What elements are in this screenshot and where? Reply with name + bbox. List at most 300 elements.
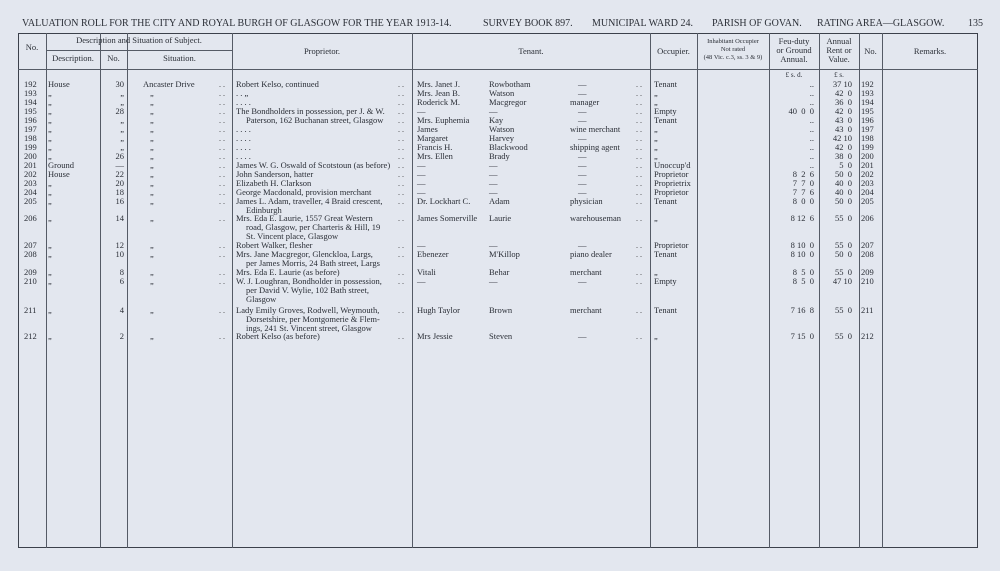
row-number-right: 207	[861, 240, 874, 250]
row-annual-rent: 42 0	[835, 142, 852, 152]
row-tenant-occupation: —	[578, 276, 587, 286]
row-annual-rent: 42 0	[835, 106, 852, 116]
row-occupier: Proprietor	[654, 187, 689, 197]
row-proprietor-line: Mrs. Eda E. Laurie, 1557 Great Western	[236, 213, 373, 223]
row-house-number: 4	[119, 305, 124, 315]
row-occupier: „	[654, 142, 658, 152]
leader-dots: . .	[219, 277, 225, 286]
row-tenant-forename: —	[417, 169, 426, 179]
row-annual-rent: 42 0	[835, 88, 852, 98]
row-number: 204	[24, 187, 37, 197]
row-feu-duty: ..	[809, 115, 814, 125]
col-header-annual-rent: Annual Rent or Value.	[826, 36, 852, 64]
row-description: „	[48, 178, 52, 188]
row-tenant-forename: James Somerville	[417, 213, 478, 223]
row-number: 212	[24, 331, 37, 341]
row-proprietor-line: Dorsetshire, per Montgomerie & Flem-	[246, 314, 380, 324]
row-feu-duty: 8 10 0	[790, 240, 814, 250]
row-tenant-forename: Mrs. Jean B.	[417, 88, 460, 98]
leader-dots: . .	[398, 134, 404, 143]
row-occupier: Tenant	[654, 196, 678, 206]
row-proprietor-line: Mrs. Jane Macgregor, Glenckloa, Largs,	[236, 249, 373, 259]
leader-dots: . .	[636, 214, 642, 223]
col-header-description: Description.	[52, 53, 94, 63]
row-tenant-surname: Blackwood	[489, 142, 528, 152]
row-occupier: Tenant	[654, 79, 678, 89]
row-tenant-forename: Vitali	[417, 267, 436, 277]
leader-dots: . .	[636, 197, 642, 206]
row-feu-duty: 8 5 0	[792, 267, 814, 277]
rating-area: RATING AREA—GLASGOW.	[817, 18, 945, 29]
row-feu-duty: ..	[809, 97, 814, 107]
row-tenant-occupation: —	[578, 169, 587, 179]
row-annual-rent: 40 0	[835, 178, 852, 188]
leader-dots: . .	[636, 125, 642, 134]
row-description: „	[48, 267, 52, 277]
survey-book: SURVEY BOOK 897.	[483, 18, 573, 29]
row-tenant-surname: —	[489, 160, 498, 170]
row-annual-rent: 55 0	[835, 240, 852, 250]
row-tenant-occupation: —	[578, 178, 587, 188]
row-tenant-surname: Rowbotham	[489, 79, 531, 89]
row-house-number: 18	[115, 187, 124, 197]
row-situation: „	[150, 169, 154, 179]
feu-units: £ s. d.	[785, 71, 803, 79]
row-occupier: Tenant	[654, 305, 678, 315]
row-annual-rent: 40 0	[835, 187, 852, 197]
row-tenant-forename: Dr. Lockhart C.	[417, 196, 471, 206]
row-feu-duty: ..	[809, 151, 814, 161]
row-tenant-surname: Macgregor	[489, 97, 527, 107]
leader-dots: . .	[398, 107, 404, 116]
row-tenant-occupation: —	[578, 88, 587, 98]
leader-dots: . .	[636, 170, 642, 179]
row-tenant-occupation: piano dealer	[570, 249, 612, 259]
row-feu-duty: ..	[809, 160, 814, 170]
row-house-number: 26	[115, 151, 124, 161]
row-situation: „	[150, 160, 154, 170]
leader-dots: . .	[636, 107, 642, 116]
row-occupier: Tenant	[654, 115, 678, 125]
row-feu-duty: ..	[809, 142, 814, 152]
row-number-right: 204	[861, 187, 874, 197]
leader-dots: . .	[636, 98, 642, 107]
row-number-right: 205	[861, 196, 874, 206]
row-number: 208	[24, 249, 37, 259]
row-tenant-surname: Behar	[489, 267, 510, 277]
row-number: 206	[24, 213, 37, 223]
row-number: 200	[24, 151, 37, 161]
row-tenant-forename: —	[417, 240, 426, 250]
row-house-number: —	[115, 160, 124, 170]
row-number-right: 202	[861, 169, 874, 179]
row-proprietor-line: The Bondholders in possession, per J. & W.	[236, 106, 385, 116]
leader-dots: . .	[219, 134, 225, 143]
row-annual-rent: 36 0	[835, 97, 852, 107]
row-description: „	[48, 97, 52, 107]
row-proprietor-line: Edinburgh	[246, 205, 282, 215]
row-number-right: 193	[861, 88, 874, 98]
row-situation: „	[150, 331, 154, 341]
row-house-number: „	[120, 115, 124, 125]
page-header	[0, 18, 1000, 32]
row-feu-duty: 7 15 0	[790, 331, 814, 341]
row-tenant-surname: Brown	[489, 305, 513, 315]
row-number: 199	[24, 142, 37, 152]
row-proprietor-line: George Macdonald, provision merchant	[236, 187, 372, 197]
row-occupier: Empty	[654, 276, 677, 286]
column-rule	[769, 33, 770, 548]
leader-dots: . .	[219, 188, 225, 197]
row-number-right: 194	[861, 97, 874, 107]
leader-dots: . .	[398, 125, 404, 134]
row-tenant-occupation: manager	[570, 97, 600, 107]
row-tenant-occupation: warehouseman	[570, 213, 621, 223]
row-annual-rent: 42 10	[832, 133, 852, 143]
row-tenant-occupation: merchant	[570, 305, 602, 315]
row-proprietor-line: Robert Kelso, continued	[236, 79, 319, 89]
row-tenant-surname: —	[489, 276, 498, 286]
row-proprietor-line: James L. Adam, traveller, 4 Braid crescent,	[236, 196, 383, 206]
row-house-number: 20	[115, 178, 124, 188]
row-house-number: 6	[119, 276, 124, 286]
row-proprietor-line: road, Glasgow, per Charteris & Hill, 19	[246, 222, 381, 232]
leader-dots: . .	[219, 116, 225, 125]
leader-dots: . .	[398, 332, 404, 341]
row-number-right: 210	[861, 276, 874, 286]
row-annual-rent: 55 0	[835, 331, 852, 341]
row-description: „	[48, 115, 52, 125]
row-tenant-forename: Margaret	[417, 133, 448, 143]
row-occupier: „	[654, 267, 658, 277]
row-occupier: Proprietor	[654, 169, 689, 179]
row-occupier: „	[654, 88, 658, 98]
row-situation: „	[150, 115, 154, 125]
row-description: „	[48, 151, 52, 161]
row-feu-duty: 8 0 0	[792, 196, 814, 206]
row-number-right: 195	[861, 106, 874, 116]
row-number-right: 209	[861, 267, 874, 277]
row-tenant-forename: Roderick M.	[417, 97, 460, 107]
row-number-right: 196	[861, 115, 874, 125]
row-situation: „	[150, 133, 154, 143]
leader-dots: . .	[636, 241, 642, 250]
row-feu-duty: 8 10 0	[790, 249, 814, 259]
leader-dots: . .	[636, 250, 642, 259]
row-number: 209	[24, 267, 37, 277]
col-header-situation: Situation.	[163, 53, 196, 63]
row-tenant-surname: Laurie	[489, 213, 512, 223]
leader-dots: . .	[219, 241, 225, 250]
leader-dots: . .	[398, 80, 404, 89]
row-feu-duty: 7 16 8	[790, 305, 814, 315]
row-description: Ground	[48, 160, 74, 170]
column-rule	[882, 33, 883, 548]
row-number-right: 201	[861, 160, 874, 170]
row-tenant-surname: —	[489, 187, 498, 197]
row-tenant-forename: —	[417, 160, 426, 170]
header-rule	[18, 69, 978, 70]
row-situation: „	[150, 276, 154, 286]
row-number-right: 212	[861, 331, 874, 341]
row-situation: „	[150, 213, 154, 223]
row-number: 192	[24, 79, 37, 89]
row-tenant-occupation: —	[578, 160, 587, 170]
col-header-no: No.	[25, 42, 39, 52]
row-number: 210	[24, 276, 37, 286]
row-description: „	[48, 331, 52, 341]
column-rule	[819, 33, 820, 548]
row-feu-duty: 8 2 6	[792, 169, 814, 179]
row-occupier: Proprietor	[654, 240, 689, 250]
row-description: „	[48, 213, 52, 223]
row-number-right: 200	[861, 151, 874, 161]
row-tenant-forename: Mrs. Euphemia	[417, 115, 470, 125]
row-occupier: Tenant	[654, 249, 678, 259]
row-proprietor-line: W. J. Loughran, Bondholder in possession,	[236, 276, 382, 286]
row-tenant-surname: M'Killop	[489, 249, 520, 259]
municipal-ward: MUNICIPAL WARD 24.	[592, 18, 694, 29]
row-occupier: „	[654, 124, 658, 134]
row-tenant-surname: Watson	[489, 124, 515, 134]
rent-units: £ s.	[834, 71, 844, 79]
leader-dots: . .	[636, 161, 642, 170]
leader-dots: . .	[219, 98, 225, 107]
row-annual-rent: 43 0	[835, 115, 852, 125]
column-rule	[650, 33, 651, 548]
row-number: 196	[24, 115, 37, 125]
row-annual-rent: 55 0	[835, 305, 852, 315]
row-number: 202	[24, 169, 37, 179]
row-proprietor-line: . . . .	[236, 133, 251, 143]
row-feu-duty: 8 12 6	[790, 213, 814, 223]
row-number-right: 198	[861, 133, 874, 143]
row-proprietor-line: Paterson, 162 Buchanan street, Glasgow	[246, 115, 384, 125]
leader-dots: . .	[398, 277, 404, 286]
leader-dots: . .	[636, 89, 642, 98]
leader-dots: . .	[219, 161, 225, 170]
row-feu-duty: 40 0 0	[788, 106, 814, 116]
row-number: 194	[24, 97, 37, 107]
row-proprietor-line: James W. G. Oswald of Scotstoun (as before)	[236, 160, 391, 170]
col-header-inhabitant: Inhabitant Occupier Not rated (48 Vic. c.3, ss. 3 & 9)	[703, 38, 763, 61]
leader-dots: . .	[398, 268, 404, 277]
col-header-proprietor: Proprietor.	[303, 46, 341, 56]
row-proprietor-line: . . . .	[236, 142, 251, 152]
row-tenant-forename: —	[417, 178, 426, 188]
leader-dots: . .	[219, 89, 225, 98]
row-situation: „	[150, 267, 154, 277]
row-tenant-forename: —	[417, 276, 426, 286]
leader-dots: . .	[398, 170, 404, 179]
row-description: „	[48, 106, 52, 116]
row-tenant-occupation: —	[578, 331, 587, 341]
row-feu-duty: ..	[809, 79, 814, 89]
row-house-number: 2	[119, 331, 124, 341]
row-tenant-surname: —	[489, 240, 498, 250]
row-tenant-occupation: —	[578, 115, 587, 125]
leader-dots: . .	[398, 214, 404, 223]
parish: PARISH OF GOVAN.	[712, 18, 802, 29]
row-house-number: „	[120, 133, 124, 143]
column-rule	[697, 33, 698, 548]
row-number: 197	[24, 124, 37, 134]
row-occupier: „	[654, 97, 658, 107]
leader-dots: . .	[398, 152, 404, 161]
row-number: 195	[24, 106, 37, 116]
leader-dots: . .	[636, 332, 642, 341]
row-annual-rent: 38 0	[835, 151, 852, 161]
column-rule	[100, 33, 101, 548]
row-situation: „	[150, 97, 154, 107]
row-house-number: „	[120, 97, 124, 107]
row-tenant-forename: Mrs. Janet J.	[417, 79, 460, 89]
col-header-description-group: Description and Situation of Subject.	[76, 35, 202, 45]
row-proprietor-line: Lady Emily Groves, Rodwell, Weymouth,	[236, 305, 380, 315]
row-situation: Ancaster Drive	[143, 79, 195, 89]
row-situation: „	[150, 187, 154, 197]
row-annual-rent: 47 10	[832, 276, 852, 286]
row-proprietor-line: per David V. Wylie, 102 Bath street,	[246, 285, 369, 295]
row-house-number: 14	[115, 213, 124, 223]
roll-title: VALUATION ROLL FOR THE CITY AND ROYAL BURGH OF GLASGOW FOR THE YEAR 1913-14.	[22, 18, 452, 29]
col-header-occupier: Occupier.	[657, 46, 690, 56]
row-number-right: 203	[861, 178, 874, 188]
row-number-right: 211	[861, 305, 874, 315]
row-tenant-occupation: —	[578, 240, 587, 250]
row-proprietor-line: St. Vincent place, Glasgow	[246, 231, 339, 241]
row-tenant-forename: —	[417, 187, 426, 197]
row-situation: „	[150, 249, 154, 259]
leader-dots: . .	[398, 143, 404, 152]
row-house-number: 30	[115, 79, 124, 89]
row-annual-rent: 50 0	[835, 169, 852, 179]
row-number-right: 206	[861, 213, 874, 223]
row-feu-duty: 7 7 0	[792, 178, 814, 188]
leader-dots: . .	[219, 332, 225, 341]
leader-dots: . .	[398, 250, 404, 259]
page-number: 135	[968, 18, 983, 29]
row-tenant-surname: Brady	[489, 151, 510, 161]
leader-dots: . .	[219, 250, 225, 259]
row-house-number: 22	[115, 169, 124, 179]
subheader-rule	[46, 50, 232, 51]
row-tenant-surname: —	[489, 178, 498, 188]
row-annual-rent: 55 0	[835, 213, 852, 223]
leader-dots: . .	[636, 143, 642, 152]
row-tenant-surname: —	[489, 106, 498, 116]
row-tenant-occupation: wine merchant	[570, 124, 621, 134]
row-proprietor-line: per James Morris, 24 Bath street, Largs	[246, 258, 380, 268]
row-number: 205	[24, 196, 37, 206]
row-description: „	[48, 187, 52, 197]
row-tenant-surname: Adam	[489, 196, 510, 206]
row-description: „	[48, 305, 52, 315]
row-occupier: „	[654, 133, 658, 143]
leader-dots: . .	[398, 197, 404, 206]
row-feu-duty: 8 5 0	[792, 276, 814, 286]
row-tenant-forename: Ebenezer	[417, 249, 449, 259]
leader-dots: . .	[219, 107, 225, 116]
row-description: „	[48, 142, 52, 152]
row-description: „	[48, 240, 52, 250]
row-proprietor-line: . . . .	[236, 124, 251, 134]
row-number: 211	[24, 305, 37, 315]
row-description: „	[48, 196, 52, 206]
row-situation: „	[150, 124, 154, 134]
row-proprietor-line: Glasgow	[246, 294, 277, 304]
leader-dots: . .	[398, 98, 404, 107]
row-proprietor-line: . . . .	[236, 97, 251, 107]
row-house-number: „	[120, 124, 124, 134]
row-annual-rent: 50 0	[835, 196, 852, 206]
row-proprietor-line: Elizabeth H. Clarkson	[236, 178, 312, 188]
row-description: „	[48, 249, 52, 259]
row-situation: „	[150, 88, 154, 98]
row-situation: „	[150, 305, 154, 315]
row-proprietor-line: Mrs. Eda E. Laurie (as before)	[236, 267, 340, 277]
row-occupier: Empty	[654, 106, 677, 116]
column-rule	[859, 33, 860, 548]
leader-dots: . .	[219, 268, 225, 277]
col-header-remarks: Remarks.	[913, 46, 947, 56]
row-proprietor-line: . . . .	[236, 151, 251, 161]
row-tenant-occupation: physician	[570, 196, 603, 206]
row-number: 201	[24, 160, 37, 170]
row-description: „	[48, 88, 52, 98]
row-occupier: „	[654, 151, 658, 161]
leader-dots: . .	[636, 179, 642, 188]
row-feu-duty: ..	[809, 124, 814, 134]
row-situation: „	[150, 106, 154, 116]
leader-dots: . .	[398, 306, 404, 315]
row-tenant-surname: Harvey	[489, 133, 515, 143]
column-rule	[127, 33, 128, 548]
row-tenant-occupation: —	[578, 79, 587, 89]
leader-dots: . .	[219, 80, 225, 89]
leader-dots: . .	[219, 197, 225, 206]
col-header-feu-duty: Feu-duty or Ground Annual.	[776, 36, 812, 64]
leader-dots: . .	[398, 241, 404, 250]
leader-dots: . .	[219, 306, 225, 315]
leader-dots: . .	[398, 161, 404, 170]
row-situation: „	[150, 196, 154, 206]
row-tenant-forename: Mrs Jessie	[417, 331, 453, 341]
row-description: House	[48, 79, 70, 89]
row-feu-duty: 7 7 6	[792, 187, 814, 197]
leader-dots: . .	[636, 134, 642, 143]
row-tenant-surname: —	[489, 169, 498, 179]
row-description: „	[48, 124, 52, 134]
row-tenant-forename: —	[417, 106, 426, 116]
leader-dots: . .	[636, 306, 642, 315]
row-occupier: „	[654, 331, 658, 341]
leader-dots: . .	[636, 277, 642, 286]
row-number-right: 192	[861, 79, 874, 89]
row-occupier: Unoccup'd	[654, 160, 691, 170]
row-number: 193	[24, 88, 37, 98]
row-tenant-occupation: —	[578, 133, 587, 143]
row-proprietor-line: Robert Walker, flesher	[236, 240, 313, 250]
row-number: 198	[24, 133, 37, 143]
row-tenant-forename: Mrs. Ellen	[417, 151, 453, 161]
col-header-tenant: Tenant.	[518, 46, 544, 56]
row-proprietor-line: . . „	[236, 88, 249, 98]
row-situation: „	[150, 178, 154, 188]
row-proprietor-line: ings, 241 St. Vincent street, Glasgow	[246, 323, 372, 333]
row-house-number: 28	[115, 106, 124, 116]
row-annual-rent: 5 0	[839, 160, 852, 170]
